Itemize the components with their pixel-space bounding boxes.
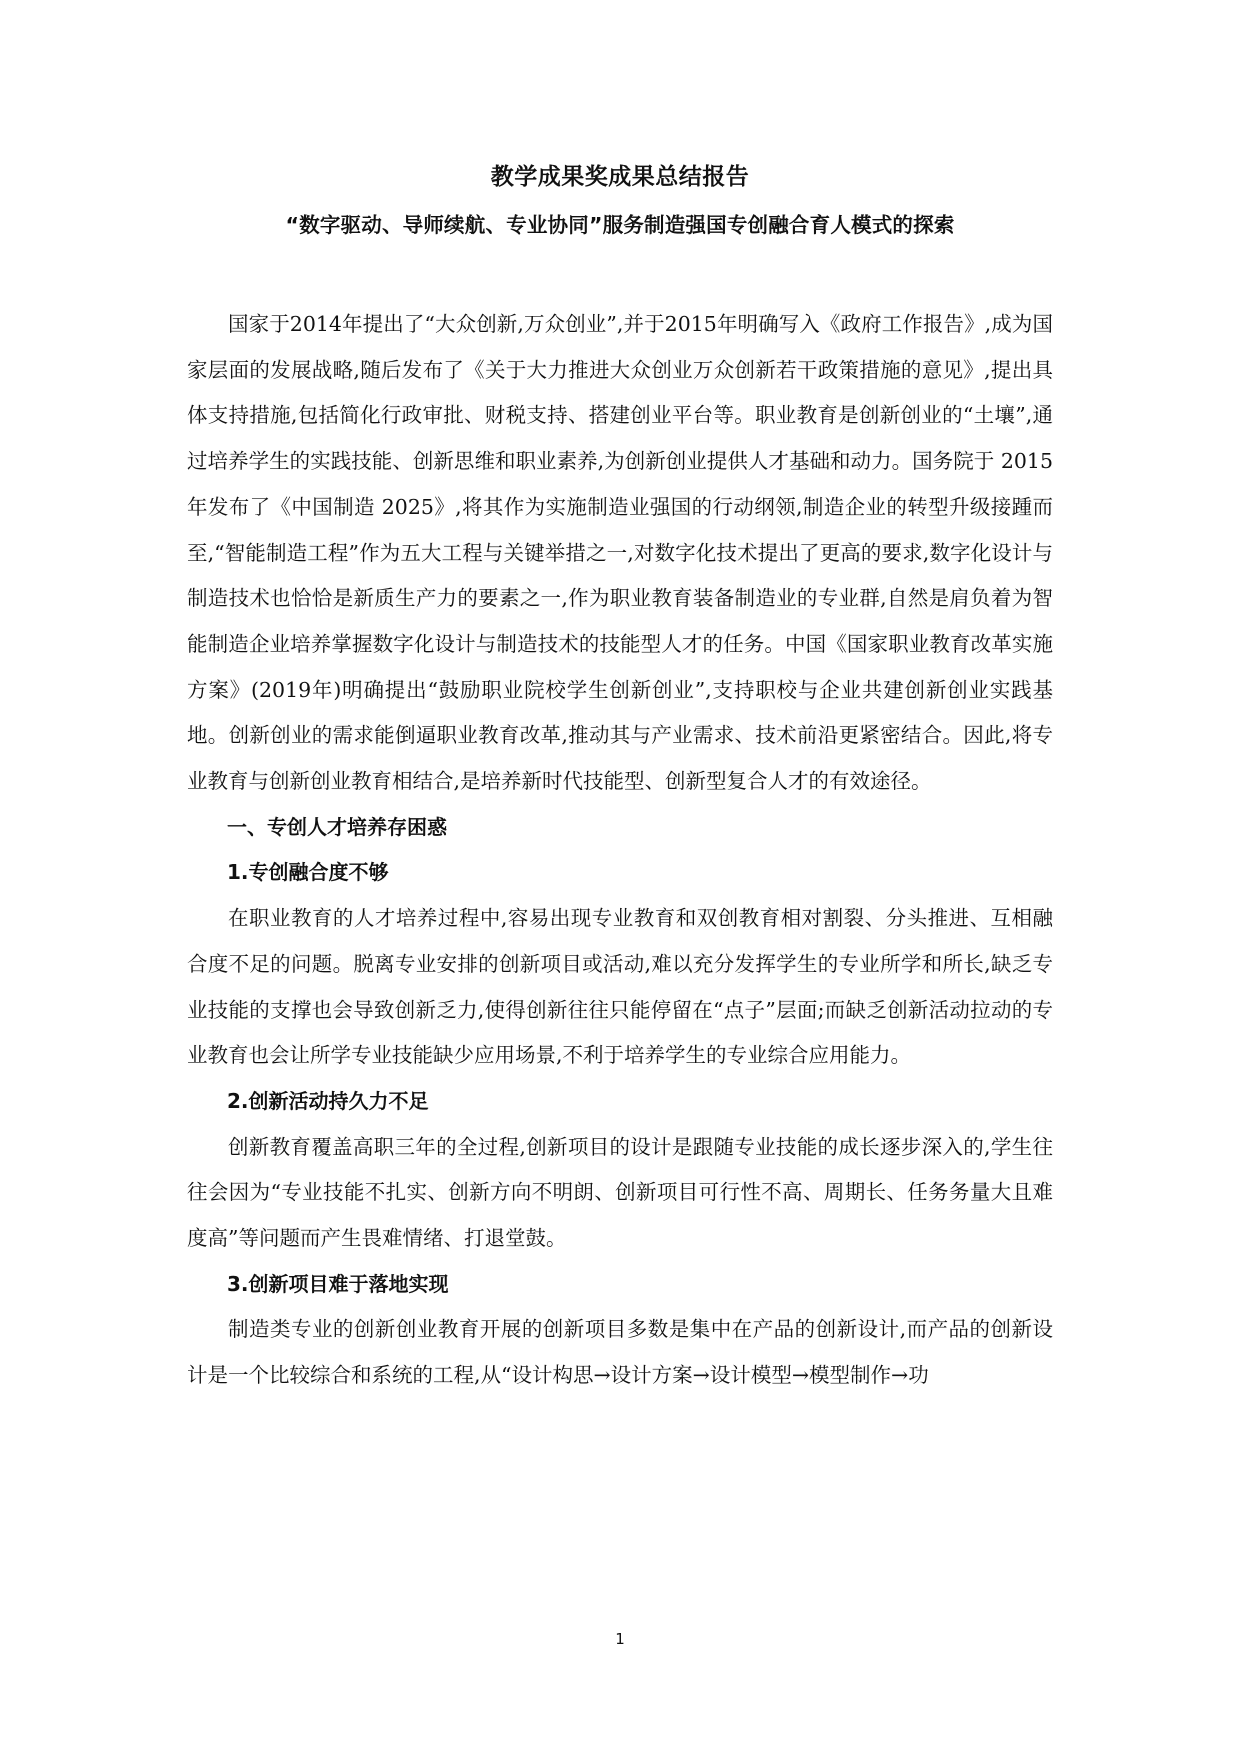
subsection-heading: 1.专创融合度不够 bbox=[227, 860, 389, 885]
document-subtitle: “数字驱动、导师续航、专业协同”服务制造强国专创融合育人模式的探索 bbox=[285, 213, 955, 237]
body-paragraph: 创新教育覆盖高职三年的全过程,创新项目的设计是跟随专业技能的成长逐步深入的,学生往往会因为“专业技能不扎实、创新方向不明朗、创新项目可行性不高、周期长、任务务量大且难度高”等问题而产生畏难情绪、打退堂鼓。 bbox=[187, 1134, 1053, 1251]
subsection-heading: 2.创新活动持久力不足 bbox=[227, 1088, 429, 1113]
section-heading: 一、专创人才培养存困惑 bbox=[227, 814, 447, 839]
body-paragraph: 在职业教育的人才培养过程中,容易出现专业教育和双创教育相对割裂、分头推进、互相融合度不足的问题。脱离专业安排的创新项目或活动,难以充分发挥学生的专业所学和所长,缺乏专业技能的支撑也会导致创新乏力,使得创新往往只能停留在“点子”层面;而缺乏创新活动拉动的专业教育也会让所学专业技能缺少应用场景,不利于培养学生的专业综合应用能力。 bbox=[187, 906, 1053, 1068]
subsection-heading: 3.创新项目难于落地实现 bbox=[227, 1271, 449, 1296]
intro-paragraph: 国家于2014年提出了“大众创新,万众创业”,并于2015年明确写入《政府工作报告》,成为国家层面的发展战略,随后发布了《关于大力推进大众创业万众创新若干政策措施的意见》,提出具体支持措施,包括简化行政审批、财税支持、搭建创业平台等。职业教育是创新创业的“土壤”,通过培养学生的实践技能、创新思维和职业素养,为创新创业提供人才基础和动力。国务院于 2015 年发布了《中国制造 2025》,将其作为实施制造业强国的行动纲领,制造企业的转型升级接踵而至,“智能制造工程”作为五大工程与关键举措之一,对数字化技术提出了更高的要求,数字化设计与制造技术也恰恰是新质生产力的要素之一,作为职业教育装备制造业的专业群,自然是肩负着为智能制造企业培养掌握数字化设计与制造技术的技能型人才的任务。中国《国家职业教育改革实施方案》(2019年)明确提出“鼓励职业院校学生创新创业”,支持职校与企业共建创新创业实践基地。创新创业的需求能倒逼职业教育改革,推动其与产业需求、技术前沿更紧密结合。因此,将专业教育与创新创业教育相结合,是培养新时代技能型、创新型复合人才的有效途径。 bbox=[187, 312, 1053, 794]
body-paragraph: 制造类专业的创新创业教育开展的创新项目多数是集中在产品的创新设计,而产品的创新设计是一个比较综合和系统的工程,从“设计构思→设计方案→设计模型→模型制作→功 bbox=[187, 1317, 1053, 1388]
document-body bbox=[187, 302, 1053, 1399]
page-number: 1 bbox=[615, 1630, 625, 1648]
document-title: 教学成果奖成果总结报告 bbox=[490, 164, 750, 190]
